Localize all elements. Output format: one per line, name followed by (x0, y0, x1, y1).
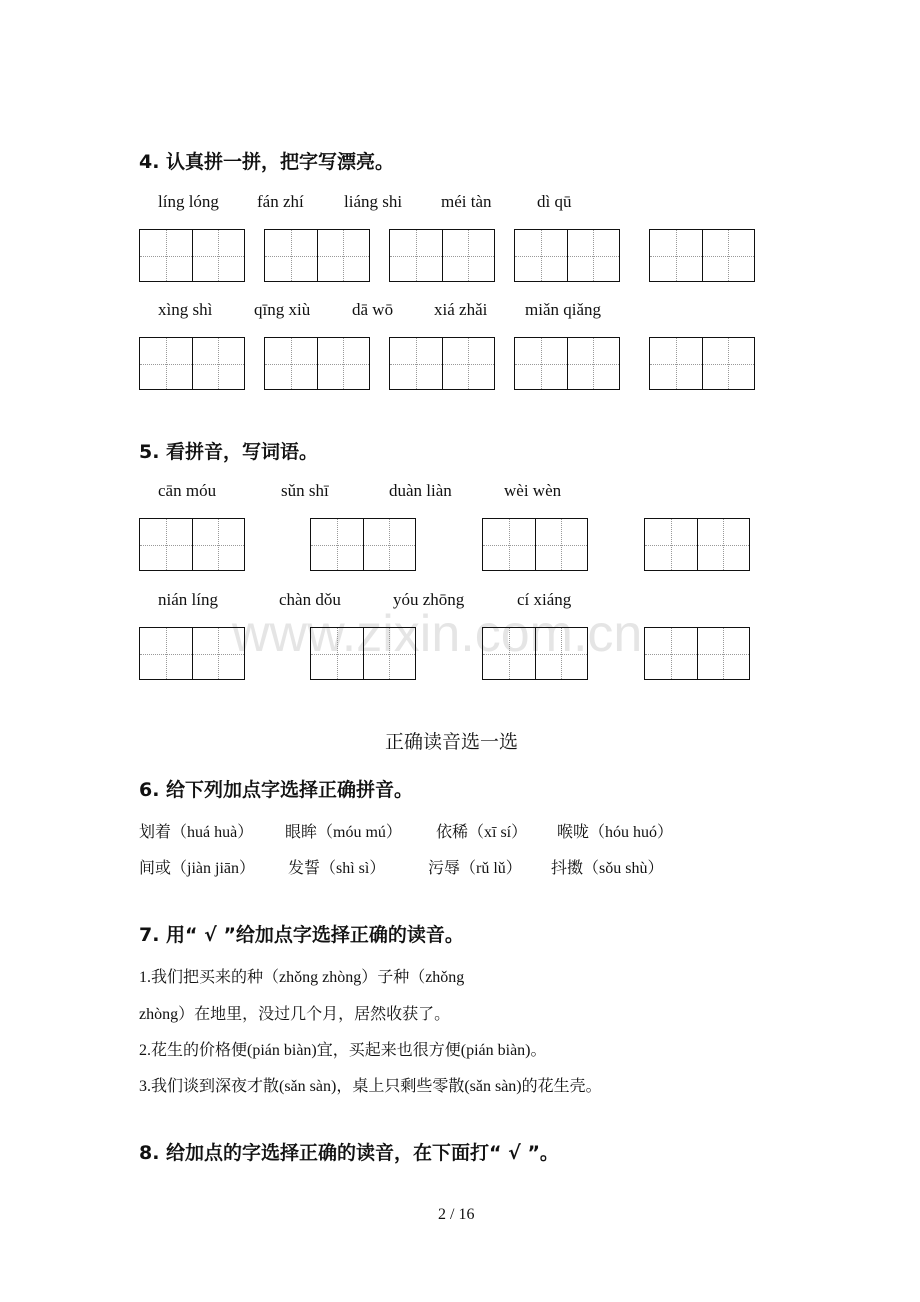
q4-title: 4. 认真拼一拼，把字写漂亮。 (139, 151, 395, 173)
watermark: www.zixin.com.cn (232, 605, 643, 663)
q6-item: 污辱（rǔ lǔ） (428, 860, 522, 877)
writing-grid-box[interactable] (389, 337, 495, 390)
writing-grid-box[interactable] (139, 627, 245, 680)
q6-item: 抖擞（sǒu shù） (551, 860, 664, 877)
pinyin-label: cān móu (158, 481, 217, 500)
q7-line: 1.我们把买来的种（zhǒng zhòng）子种（zhǒng (139, 969, 465, 986)
page-number: 2 / 16 (438, 1206, 475, 1223)
pinyin-label: yóu zhōng (393, 590, 465, 609)
pinyin-label: méi tàn (441, 192, 492, 211)
q6-item: 眼眸（móu mú） (285, 824, 402, 841)
pinyin-label: nián líng (158, 590, 218, 609)
writing-grid-box[interactable] (649, 229, 755, 282)
pinyin-label: líng lóng (158, 192, 219, 211)
q6-title: 6. 给下列加点字选择正确拼音。 (139, 779, 414, 801)
pinyin-label: xiá zhǎi (434, 300, 488, 319)
q7-title: 7. 用“ √ ”给加点字选择正确的读音。 (139, 924, 464, 946)
writing-grid-box[interactable] (389, 229, 495, 282)
q8-title: 8. 给加点的字选择正确的读音，在下面打“ √ ”。 (139, 1142, 559, 1164)
writing-grid-box[interactable] (139, 337, 245, 390)
pinyin-label: sǔn shī (281, 481, 329, 500)
section-title: 正确读音选一选 (385, 732, 519, 753)
q6-item: 发誓（shì sì） (288, 860, 386, 877)
writing-grid-box[interactable] (514, 229, 620, 282)
pinyin-label: liáng shi (344, 192, 403, 211)
pinyin-label: chàn dǒu (279, 590, 341, 609)
pinyin-label: dì qū (537, 192, 572, 211)
pinyin-label: qīng xiù (254, 300, 311, 319)
q6-item: 划着（huá huà） (139, 824, 254, 841)
writing-grid-box[interactable] (264, 229, 370, 282)
writing-grid-box[interactable] (139, 518, 245, 571)
q7-line: 3.我们谈到深夜才散(sǎn sàn)，桌上只剩些零散(sǎn sàn)的花生壳。 (139, 1078, 602, 1095)
writing-grid-box[interactable] (264, 337, 370, 390)
pinyin-label: fán zhí (257, 192, 304, 211)
pinyin-label: xìng shì (158, 300, 213, 319)
pinyin-label: duàn liàn (389, 481, 452, 500)
pinyin-label: dā wō (352, 300, 394, 319)
writing-grid-box[interactable] (310, 518, 416, 571)
pinyin-label: cí xiáng (517, 590, 572, 609)
writing-grid-box[interactable] (482, 518, 588, 571)
writing-grid-box[interactable] (514, 337, 620, 390)
writing-grid-box[interactable] (482, 627, 588, 680)
q7-line: zhòng）在地里，没过几个月，居然收获了。 (139, 1006, 451, 1023)
writing-grid-box[interactable] (649, 337, 755, 390)
pinyin-label: miǎn qiǎng (525, 300, 602, 319)
pinyin-label: wèi wèn (504, 481, 562, 500)
q6-item: 间或（jiàn jiān） (139, 860, 255, 877)
writing-grid-box[interactable] (644, 627, 750, 680)
q7-line: 2.花生的价格便(pián biàn)宜，买起来也很方便(pián biàn)。 (139, 1042, 547, 1059)
writing-grid-box[interactable] (139, 229, 245, 282)
q6-item: 喉咙（hóu huó） (557, 824, 674, 841)
q5-title: 5. 看拼音，写词语。 (139, 441, 319, 463)
q6-item: 依稀（xī sí） (436, 824, 528, 841)
writing-grid-box[interactable] (644, 518, 750, 571)
writing-grid-box[interactable] (310, 627, 416, 680)
